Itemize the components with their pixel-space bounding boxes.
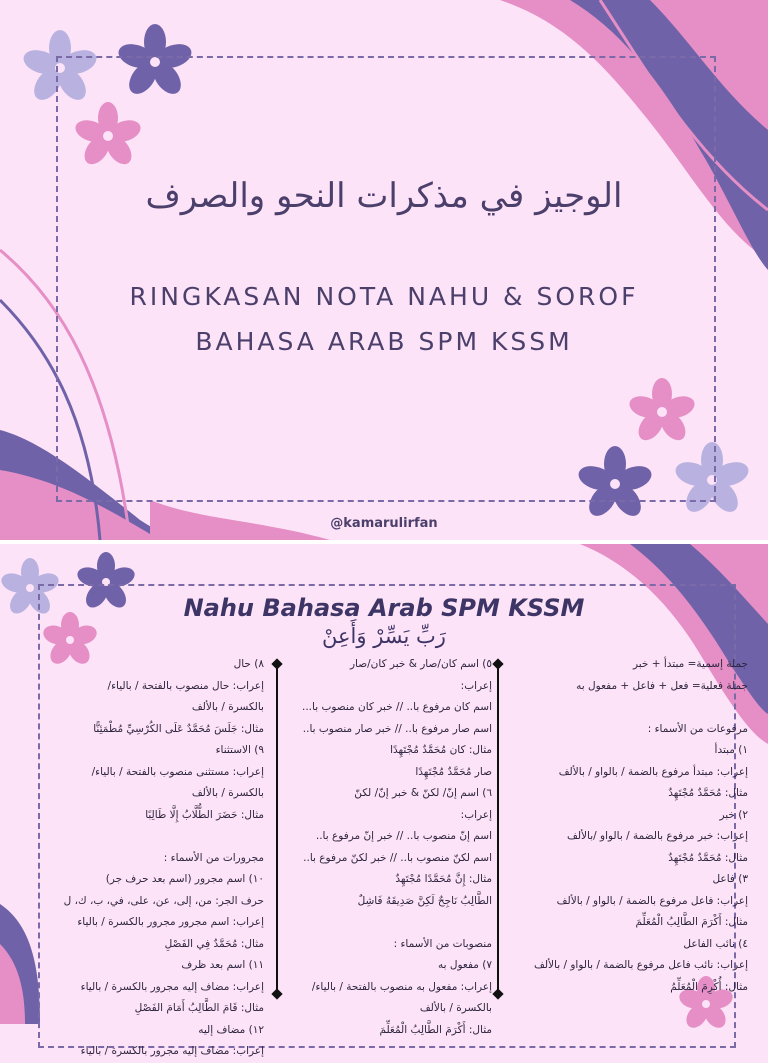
note-line: اسم صار مرفوع با.. // خبر صار منصوب با.. (302, 722, 492, 735)
note-line: إعراب: مبتدأ مرفوع بالضمة / بالواو / بالألف (558, 765, 748, 778)
arabic-title: الوجيز في مذكرات النحو والصرف (145, 176, 623, 216)
note-line: ١١) اسم بعد ظرف (181, 959, 264, 971)
column-divider (497, 664, 499, 994)
note-line: مثال: حَضَرَ الطُّلَّابُ إِلَّا طَالِبًا (145, 808, 264, 821)
notes-slide (0, 544, 768, 1057)
blank-line (520, 697, 748, 719)
note-line: حرف الجر: من، إلى، عن، على، في، ب، ك، ل (63, 894, 264, 907)
note-line: جملة إسمية= مبتدأ + خبر (632, 658, 748, 670)
note-line: ٧) مفعول به (437, 959, 492, 971)
note-line: بالكسرة / بالألف (191, 787, 264, 799)
note-line: مجرورات من الأسماء : (163, 851, 264, 864)
note-line: مثال: أَكْرَمَ الطَّالِبُ الْمُعَلِّمَ (379, 1023, 492, 1036)
note-line: إعراب: خبر مرفوع بالضمة / بالواو /بالألف (566, 830, 748, 842)
note-line: صار مُحَمَّدٌ مُجْتَهِدًا (415, 765, 492, 778)
note-line: ١٢) مضاف إليه (198, 1023, 264, 1036)
note-line: بالكسرة / بالألف (191, 701, 264, 713)
subtitle-line-1: RINGKASAN NOTA NAHU & SOROF (129, 282, 639, 311)
note-line: ١) مبتدأ (714, 744, 748, 756)
note-line: مثال: إِنَّ مُحَمَّدًا مُجْتَهِدٌ (395, 873, 492, 885)
note-line: إعراب: (460, 679, 492, 692)
note-line: الطَّالِبُ نَاجِحٌ لَكِنَّ صَدِيقَهُ فَاشِلٌ (357, 894, 492, 907)
note-line: إعراب: مستثنى منصوب بالفتحة / بالياء/ (91, 765, 264, 778)
note-line: ٥) اسم كان/صار & خبر كان/صار (349, 658, 492, 670)
column-left (63, 654, 264, 1063)
note-line: منصوبات من الأسماء : (393, 937, 492, 950)
note-line: مثال: قَامَ الطَّالِبُ أَمَامَ الفَصْلِ (134, 1002, 264, 1014)
blank-line (302, 912, 492, 934)
note-line: إعراب: نائب فاعل مرفوع بالضمة / بالواو / بالألف (533, 959, 748, 971)
note-line: ٩) الاستثناء (215, 744, 264, 756)
note-line: ٤) نائب الفاعل (683, 937, 748, 950)
blank-line (82, 826, 264, 848)
note-line: إعراب: اسم مجرور مجرور بالكسرة / بالياء (77, 916, 264, 928)
column-divider (276, 664, 278, 994)
notes-title: Nahu Bahasa Arab SPM KSSM (183, 594, 585, 622)
note-line: اسم إنّ منصوب با.. // خبر إنّ مرفوع با.. (315, 830, 492, 842)
note-line: إعراب: مضاف إليه مجرور بالكسرة / بالياء (80, 1045, 264, 1057)
note-line: مرفوعات من الأسماء : (647, 722, 748, 735)
subtitle-line-2: BAHASA ARAB SPM KSSM (195, 327, 573, 356)
note-line: ٦) اسم إنّ/ لكنّ & خبر إنّ/ لكنّ (354, 787, 492, 799)
doa-text: رَبِّ يَسِّرْ وَأَعِنْ (322, 624, 446, 648)
note-line: مثال: مُحَمَّدٌ مُجْتَهِدٌ (668, 787, 748, 799)
note-line: ١٠) اسم مجرور (اسم بعد حرف جر) (105, 873, 264, 885)
note-line: بالكسرة / بالألف (419, 1002, 492, 1014)
note-line: إعراب: مضاف إليه مجرور بالكسرة / بالياء (80, 980, 264, 993)
note-line: إعراب: مفعول به منصوب بالفتحة / بالياء/ (311, 980, 492, 993)
note-line: إعراب: حال منصوب بالفتحة / بالياء/ (107, 679, 264, 692)
note-line: مثال: مُحَمَّدٌ فِي الفَصْلِ (164, 937, 264, 950)
note-line: إعراب: (460, 808, 492, 821)
note-line: مثال: مُحَمَّدٌ مُجْتَهِدٌ (668, 851, 748, 864)
note-line: مثال: جَلَسَ مُحَمَّدٌ عَلَى الكُرْسِيِّ مُطْمَئِنًّا (93, 722, 264, 735)
note-line: ٢) خبر (719, 808, 748, 821)
note-line: مثال: أَكْرَمَ الطَّالِبُ الْمُعَلِّمَ (635, 916, 748, 928)
note-line: اسم كان مرفوع با.. // خبر كان منصوب با... (301, 701, 492, 713)
note-line: ٣) فاعل (712, 873, 748, 885)
author-handle: @kamarulirfan (330, 516, 438, 531)
note-line: مثال: أُكْرِمَ الْمُعَلِّمُ (670, 980, 748, 993)
note-line: ٨) حال (233, 658, 264, 670)
column-middle (302, 654, 492, 1041)
note-line: مثال: كان مُحَمَّدٌ مُجْتَهِدًا (390, 744, 492, 756)
dashed-frame (56, 56, 716, 502)
column-right (520, 654, 748, 998)
note-line: جملة فعلية= فعل + فاعل + مفعول به (576, 679, 748, 692)
note-line: اسم لكنّ منصوب با.. // خبر لكنّ مرفوع با.. (303, 851, 492, 864)
note-line: إعراب: فاعل مرفوع بالضمة / بالواو / بالألف (556, 894, 748, 907)
